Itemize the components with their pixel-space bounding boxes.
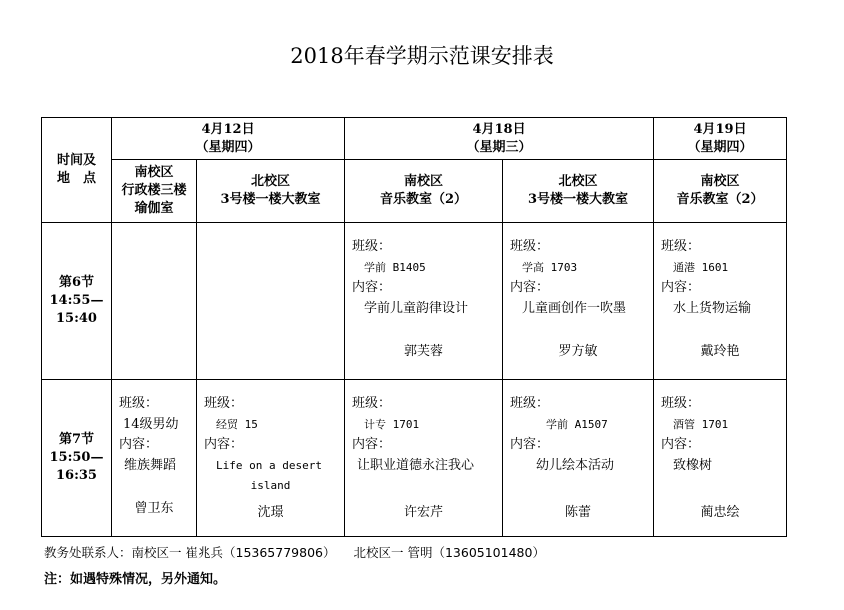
contact-line: 教务处联系人：南校区一 崔兆兵（15365779806） 北校区一 管明（13605101480） [44,545,545,560]
teacher-name: 蔺忠绘 [700,505,740,520]
schedule-cell: 班级： 酒管 1701 内容： 致橡树 蔺忠绘 [654,380,787,537]
teacher-name: 沈璟 [257,505,284,520]
venue-header: 北校区 3号楼一楼大教室 [197,160,345,223]
teacher-name: 许宏芹 [404,505,444,520]
venue-header: 南校区 音乐教室（2） [654,160,787,223]
time-location-header: 时间及 地 点 [42,118,112,223]
schedule-cell: 班级： 学高 1703 内容： 儿童画创作一吹墨 罗方敏 [503,223,654,380]
venue-header: 北校区 3号楼一楼大教室 [503,160,654,223]
period-label-6: 第6节 14:55— 15:40 [42,223,112,380]
date-header-0412: 4月12日 （星期四） [112,118,345,160]
schedule-cell-empty [112,223,197,380]
schedule-cell: 班级： 计专 1701 内容： 让职业道德永注我心 许宏芹 [345,380,503,537]
teacher-name: 曾卫东 [134,501,174,516]
period-label-7: 第7节 15:50— 16:35 [42,380,112,537]
teacher-name: 戴玲艳 [700,344,740,359]
venue-header: 南校区 音乐教室（2） [345,160,503,223]
schedule-cell: 班级： 通港 1601 内容： 水上货物运输 戴玲艳 [654,223,787,380]
venue-header: 南校区 行政楼三楼 瑜伽室 [112,160,197,223]
teacher-name: 郭芙蓉 [404,344,444,359]
teacher-name: 陈蕾 [565,505,592,520]
schedule-cell: 班级： 学前 A1507 内容： 幼儿绘本活动 陈蕾 [503,380,654,537]
notice: 注：如遇特殊情况，另外通知。 [44,572,227,587]
teacher-name: 罗方敏 [558,344,598,359]
page-title: 2018年春学期示范课安排表 [290,44,554,68]
date-header-0418: 4月18日 （星期三） [345,118,654,160]
schedule-table [41,117,787,537]
schedule-cell-empty [197,223,345,380]
schedule-cell: 班级： 经贸 15 内容： Life on a desert island 沈璟 [197,380,345,537]
schedule-cell: 班级： 学前 B1405 内容： 学前儿童韵律设计 郭芙蓉 [345,223,503,380]
date-header-0419: 4月19日 （星期四） [654,118,787,160]
schedule-cell: 班级： 14级男幼 内容： 维族舞蹈 曾卫东 [112,380,197,537]
